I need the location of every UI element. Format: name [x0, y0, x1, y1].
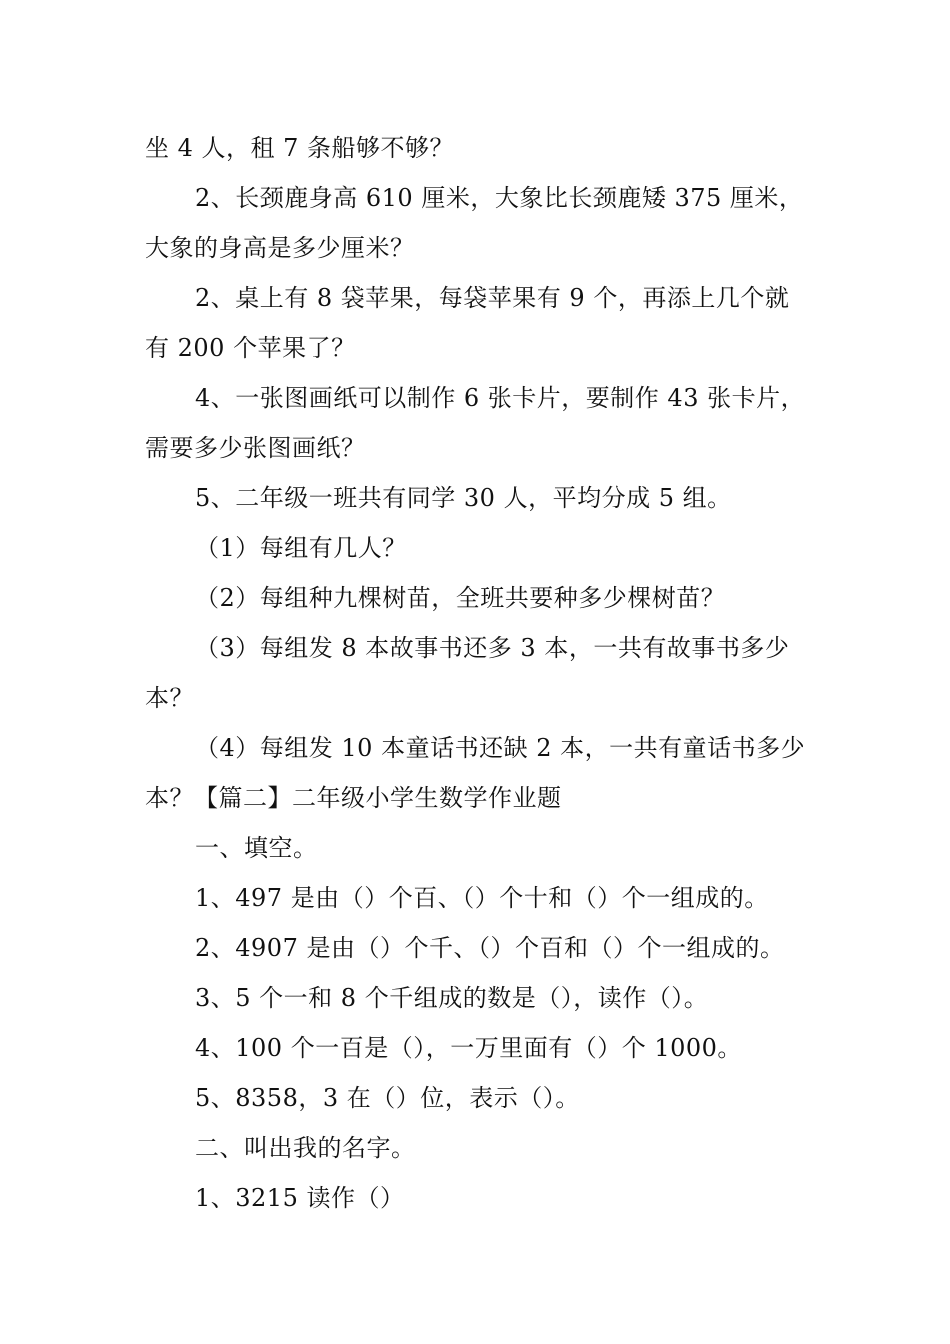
text-line: 本？【篇二】二年级小学生数学作业题 [145, 784, 562, 812]
text-line: 5、二年级一班共有同学 30 人，平均分成 5 组。 [195, 484, 732, 512]
text-line: 大象的身高是多少厘米？ [145, 234, 415, 262]
text-line: （2）每组种九棵树苗，全班共要种多少棵树苗？ [195, 584, 726, 612]
text-line: 一、填空。 [195, 834, 318, 862]
text-line: （4）每组发 10 本童话书还缺 2 本，一共有童话书多少 [195, 734, 806, 762]
text-line: （1）每组有几人？ [195, 534, 407, 562]
text-line: 4、一张图画纸可以制作 6 张卡片，要制作 43 张卡片， [195, 384, 806, 412]
text-line: 需要多少张图画纸？ [145, 434, 366, 462]
text-line: 本？ [145, 684, 194, 712]
text-line: 1、497 是由（）个百、（）个十和（）个一组成的。 [195, 884, 769, 912]
text-line: 有 200 个苹果了？ [145, 334, 356, 362]
text-line: 2、桌上有 8 袋苹果，每袋苹果有 9 个，再添上几个就 [195, 284, 790, 312]
text-line: （3）每组发 8 本故事书还多 3 本，一共有故事书多少 [195, 634, 790, 662]
text-line: 坐 4 人，租 7 条船够不够？ [145, 134, 455, 162]
text-line: 二、叫出我的名字。 [195, 1134, 416, 1162]
text-line: 4、100 个一百是（），一万里面有（）个 1000。 [195, 1034, 742, 1062]
text-line: 2、4907 是由（）个千、（）个百和（）个一组成的。 [195, 934, 785, 962]
text-line: 5、8358，3 在（）位，表示（）。 [195, 1084, 580, 1112]
text-line: 2、长颈鹿身高 610 厘米，大象比长颈鹿矮 375 厘米， [195, 184, 804, 212]
text-line: 3、5 个一和 8 个千组成的数是（），读作（）。 [195, 984, 709, 1012]
text-line: 1、3215 读作（） [195, 1184, 405, 1212]
